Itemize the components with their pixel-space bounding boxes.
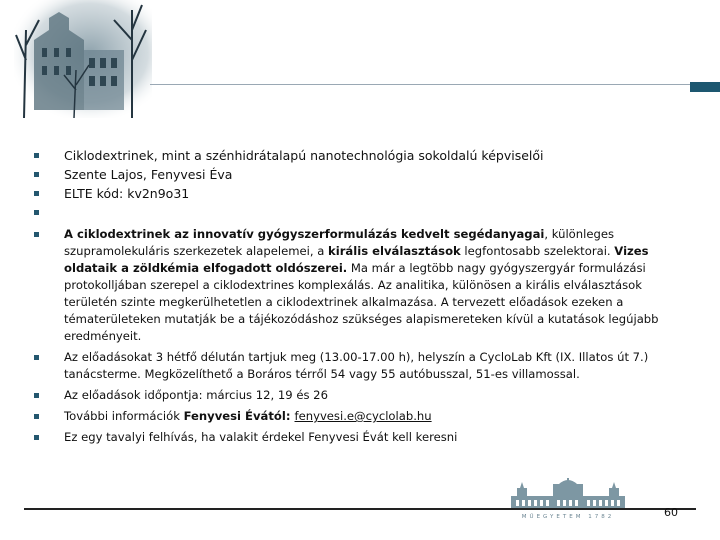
bullet-marker (34, 393, 39, 398)
bullet-empty (34, 203, 684, 222)
bullet-marker (34, 191, 39, 196)
bullet-schedule (34, 349, 684, 383)
bullet-lecturers (34, 165, 684, 184)
abstract-text-2: , különleges szupramolekuláris szerkezetek alapelemei, a (64, 227, 615, 258)
schedule-text: Az előadásokat 3 hétfő délután tartjuk meg (13.00-17.00 h), helyszín a CycloLab Kft (IX. Illatos út 7.) tanácsterme. Megközelíthető a Boráros térről 54 vagy 55 autóbusszal, 51-es villamossal. (64, 350, 649, 381)
bullet-abstract (34, 226, 684, 345)
university-building-photo (14, 0, 152, 118)
bullet-marker (34, 232, 39, 237)
course-title: Ciklodextrinek, mint a szénhidrátalapú nanotechnológia sokoldalú képviselői (64, 148, 544, 163)
bullet-info (34, 408, 684, 425)
bullet-marker (34, 435, 39, 440)
bullet-marker (34, 355, 39, 360)
page-number: 60 (664, 506, 678, 519)
bullet-marker (34, 210, 39, 215)
abstract-bold-1: A ciklodextrinek az innovatív gyógyszerformulázás kedvelt segédanyagai (64, 227, 545, 241)
header-accent-bar (690, 82, 720, 92)
bullet-course-title (34, 146, 684, 165)
university-building-icon (503, 478, 633, 520)
email-link[interactable]: fenyvesi.e@cyclolab.hu (294, 409, 432, 423)
info-prefix: További információk (64, 409, 184, 423)
dates-text: Az előadások időpontja: március 12, 19 és 26 (64, 388, 328, 402)
lecturers: Szente Lajos, Fenyvesi Éva (64, 167, 233, 182)
bullet-marker (34, 172, 39, 177)
abstract-bold-5: Vizes oldataik a zöldkémia elfogadott oldószerei. (64, 244, 649, 275)
course-code: ELTE kód: kv2n9o31 (64, 186, 190, 201)
university-logo (503, 478, 633, 520)
abstract-bold-3: királis elválasztások (328, 244, 461, 258)
footer-rule (24, 508, 696, 510)
abstract-text-6: Ma már a legtöbb nagy gyógyszergyár formulázási protokolljában szerepel a ciklodextrines komplexálás. Az analitika, különösen a királis elválasztások területén szinte megkerülhetetlen a ciklodextrinek alkalmazása. A tervezett előadások ezeken a tématerületeken mutatják be a tájékozódáshoz szükséges alapismereteken kívül a kutatások legújabb eredményeit. (64, 261, 659, 343)
logo-caption: MŰEGYETEM 1782 (521, 514, 615, 520)
abstract-text-4: legfontosabb szelektorai. (460, 244, 615, 258)
bullet-marker (34, 153, 39, 158)
info-contact-name: Fenyvesi Évától: (183, 409, 295, 423)
bullet-list (34, 146, 684, 446)
header-rule (150, 84, 690, 85)
bullet-course-code (34, 184, 684, 203)
bullet-closing (34, 429, 684, 446)
bullet-marker (34, 414, 39, 419)
bullet-dates (34, 387, 684, 404)
closing-text: Ez egy tavalyi felhívás, ha valakit érdekel Fenyvesi Évát kell keresni (64, 430, 458, 444)
